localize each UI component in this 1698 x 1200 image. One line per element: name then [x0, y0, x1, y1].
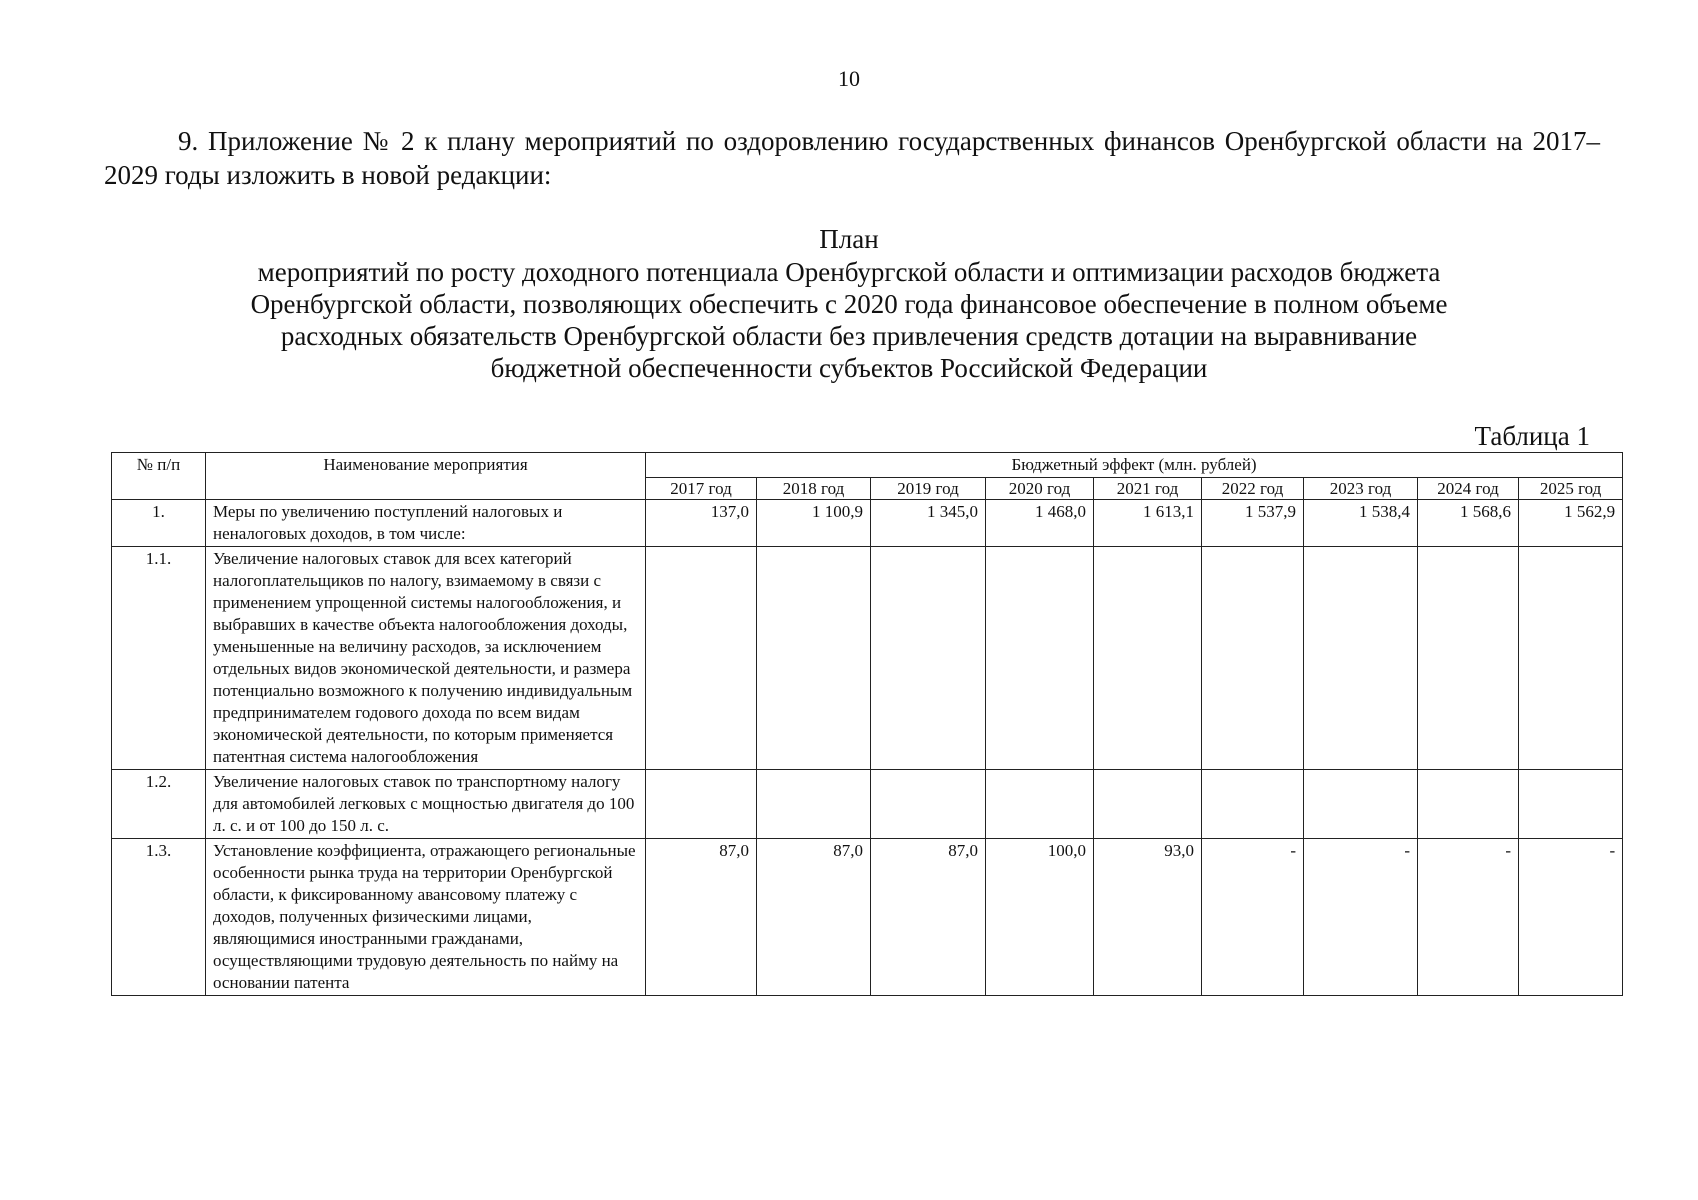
row-value: [1418, 547, 1519, 770]
row-value: 87,0: [871, 839, 986, 996]
row-value: [871, 770, 986, 839]
row-measure-name: Меры по увеличению поступлений налоговых и неналоговых доходов, в том числе:: [206, 500, 646, 547]
header-number: № п/п: [112, 453, 206, 500]
row-value: 1 345,0: [871, 500, 986, 547]
plan-heading: План: [819, 224, 879, 254]
row-value: 1 613,1: [1094, 500, 1202, 547]
row-value: [1202, 547, 1304, 770]
row-value: -: [1418, 839, 1519, 996]
row-value: 100,0: [986, 839, 1094, 996]
row-value: [1418, 770, 1519, 839]
plan-subtitle-line: Оренбургской области, позволяющих обеспечить с 2020 года финансовое обеспечение в полном объеме: [250, 289, 1448, 319]
header-year: 2023 год: [1304, 478, 1418, 500]
table-row: [112, 770, 1623, 839]
header-year: 2019 год: [871, 478, 986, 500]
plan-subtitle: [0, 256, 1698, 384]
header-budget-effect: Бюджетный эффект (млн. рублей): [646, 453, 1623, 478]
row-value: [1094, 547, 1202, 770]
row-value: [1094, 770, 1202, 839]
row-value: 87,0: [757, 839, 871, 996]
row-number: 1.3.: [112, 839, 206, 996]
row-value: [1519, 547, 1623, 770]
row-measure-name: Увеличение налоговых ставок по транспортному налогу для автомобилей легковых с мощностью двигателя до 100 л. с. и от 100 до 150 л. с.: [206, 770, 646, 839]
intro-paragraph: 9. Приложение № 2 к плану мероприятий по оздоровлению государственных финансов Оренбургской области на 2017–2029 годы изложить в новой редакции:: [104, 126, 1600, 190]
header-year: 2020 год: [986, 478, 1094, 500]
row-number: 1.: [112, 500, 206, 547]
table-caption: Таблица 1: [1474, 421, 1590, 451]
row-value: [1304, 770, 1418, 839]
header-year: 2018 год: [757, 478, 871, 500]
row-value: [1519, 770, 1623, 839]
row-value: 93,0: [1094, 839, 1202, 996]
header-year: 2025 год: [1519, 478, 1623, 500]
row-value: [757, 770, 871, 839]
header-name: Наименование мероприятия: [206, 453, 646, 500]
row-value: 137,0: [646, 500, 757, 547]
row-measure-name: Установление коэффициента, отражающего региональные особенности рынка труда на территории Оренбургской области, к фиксированному авансовому платежу с доходов, полученных физическими лицами, являющимися иностранными гражданами, осуществляющими трудовую деятельность по найму на основании патента: [206, 839, 646, 996]
row-value: 1 468,0: [986, 500, 1094, 547]
table-row: [112, 547, 1623, 770]
header-year: 2021 год: [1094, 478, 1202, 500]
row-value: [646, 547, 757, 770]
row-value: 87,0: [646, 839, 757, 996]
row-value: 1 100,9: [757, 500, 871, 547]
plan-subtitle-line: мероприятий по росту доходного потенциала Оренбургской области и оптимизации расходов бюджета: [257, 257, 1441, 287]
header-year: 2024 год: [1418, 478, 1519, 500]
table-row: [112, 839, 1623, 996]
budget-effect-table: [111, 452, 1623, 996]
row-value: [986, 547, 1094, 770]
row-measure-name: Увеличение налоговых ставок для всех категорий налогоплательщиков по налогу, взимаемому в связи с применением упрощенной системы налогообложения, и выбравших в качестве объекта налогообложения доходы, уменьшенные на величину расходов, за исключением отдельных видов экономической деятельности, и размера потенциально возможного к получению индивидуальным предпринимателем годового дохода по всем видам экономической деятельности, по которым применяется патентная система налогообложения: [206, 547, 646, 770]
row-value: [757, 547, 871, 770]
row-number: 1.1.: [112, 547, 206, 770]
row-value: 1 568,6: [1418, 500, 1519, 547]
row-value: [986, 770, 1094, 839]
page-number: 10: [838, 66, 860, 91]
table-row: [112, 500, 1623, 547]
row-value: [1304, 547, 1418, 770]
row-value: [646, 770, 757, 839]
row-number: 1.2.: [112, 770, 206, 839]
header-year: 2022 год: [1202, 478, 1304, 500]
row-value: 1 537,9: [1202, 500, 1304, 547]
row-value: 1 562,9: [1519, 500, 1623, 547]
row-value: 1 538,4: [1304, 500, 1418, 547]
header-year: 2017 год: [646, 478, 757, 500]
row-value: [871, 547, 986, 770]
plan-subtitle-line: бюджетной обеспеченности субъектов Российской Федерации: [490, 353, 1208, 383]
plan-subtitle-line: расходных обязательств Оренбургской области без привлечения средств дотации на выравнивание: [280, 321, 1418, 351]
row-value: -: [1304, 839, 1418, 996]
row-value: -: [1519, 839, 1623, 996]
row-value: [1202, 770, 1304, 839]
table-header-row: [112, 453, 1623, 478]
row-value: -: [1202, 839, 1304, 996]
